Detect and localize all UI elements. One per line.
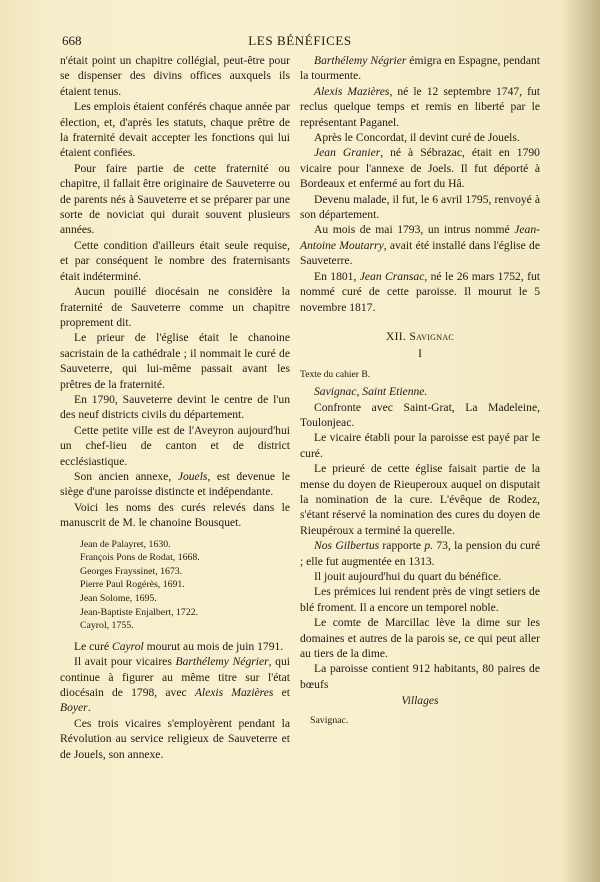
paragraph (300, 145, 540, 191)
text-run: , est devenue le siège d'une paroisse distincte et indépendante. (60, 469, 290, 499)
list-item: Jean Solome, 1695. (80, 592, 157, 604)
text-run: mourut au mois de juin 1791. (143, 639, 284, 653)
text-run: 73, la pension du curé ; elle fut augmentée en 1313. (300, 539, 540, 568)
list-item: Jean de Palayret, 1630. (80, 538, 171, 550)
paragraph: Le prieur de l'église était le chanoine sacristain de la cathédrale ; il nommait le curé de Sauveterre, qui lui-même passait avant les prêtres de la fraternité. (60, 331, 290, 391)
paragraph: Les prémices lui rendent près de vingt setiers de blé froment. Il a encore un temporel noble. (300, 585, 540, 614)
paragraph (300, 384, 540, 399)
text-run: , qui continue à figurer au même titre sur l'état diocésain de 1798, avec (60, 655, 290, 699)
paragraph: Ces trois vicaires s'employèrent pendant la Révolution au service religieux de Sauveterre et de Jouels, son annexe. (60, 716, 290, 761)
person-name: Alexis Mazières (314, 84, 390, 98)
text-run: Au mois de mai 1793, un intrus nommé (314, 223, 515, 237)
paragraph: Il jouit aujourd'hui du quart du bénéfice. (314, 570, 502, 583)
list-item: Cayrol, 1755. (80, 620, 134, 632)
paragraph: n'était point un chapitre collégial, peut-être pour se dispenser des divins offices auxquels ils étaient tenus. (60, 54, 290, 98)
text-run: En 1801, (314, 269, 360, 283)
paragraph (300, 84, 540, 130)
paragraph (60, 469, 290, 500)
paragraph (300, 53, 540, 84)
text-run: , né à Sébrazac, était en 1790 vicaire pour l'annexe de Joels. Il fut déporté à Bordeaux et enfermé au fort du Hâ. (300, 146, 540, 191)
paragraph: Voici les noms des curés relevés dans le manuscrit de M. le chanoine Bousquet. (60, 500, 290, 530)
person-name: Alexis Mazières (194, 685, 274, 699)
paragraph: Devenu malade, il fut, le 6 avril 1795, renvoyé à son département. (300, 192, 540, 222)
paragraph: Aucun pouillé diocésain ne considère la fraternité de Sauveterre comme un chapitre proprement dit. (60, 285, 290, 329)
text-run: Il avait pour vicaires (74, 655, 176, 669)
text-run: , avait été installé dans l'église de Sauveterre. (300, 238, 540, 268)
text-run: , né le 26 mars 1752, fut nommé curé de cette paroisse. Il mourut le 5 novembre 1817. (300, 269, 541, 314)
page-number: 668 (62, 33, 82, 48)
text-run: émigra en Espagne, pendant la tourmente. (300, 54, 541, 83)
right-column (300, 53, 540, 728)
person-name: Boyer (60, 701, 88, 715)
paragraph: Après le Concordat, il devint curé de Jouels. (314, 131, 520, 145)
list-item: Pierre Paul Rogérès, 1691. (80, 579, 185, 591)
list-item: Jean-Baptiste Enjalbert, 1722. (80, 606, 199, 618)
text-run: Le curé (74, 639, 112, 653)
page-ref: p. (424, 539, 434, 553)
paragraph: Pour faire partie de cette fraternité ou chapitre, il fallait être originaire de Sauveterre ou de parents nés à Sauveterre et se préparer par une sorte de noviciat qui durait souvent plusieurs années. (60, 161, 290, 237)
paragraph: Cette petite ville est de l'Aveyron aujourd'hui un chef-lieu de canton et de district ecclésiastique. (60, 423, 290, 468)
page-fold-shadow (562, 0, 600, 882)
paragraph: Le prieuré de cette église faisait partie de la mense du doyen de Rieuperoux auquel on disputait la nomination de la cure. L'évêque de Rodez, s'étant réservé la nomination des cures du doyen de Rieupéroux a terminé la querelle. (300, 462, 540, 537)
section-number: I (418, 347, 422, 361)
paragraph (60, 654, 290, 716)
person-name: Jean Granier (314, 146, 381, 160)
cure-list (80, 538, 290, 633)
paragraph (60, 639, 290, 654)
left-column (60, 53, 290, 762)
paragraph (300, 538, 540, 569)
paragraph: Le comte de Marcillac lève la dime sur les domaines et autres de la parois se, ce qui peut aller au tiers de la dime. (300, 616, 540, 661)
source-note: Texte du cahier B. (300, 368, 371, 380)
paragraph: Le vicaire établi pour la paroisse est payé par le curé. (300, 431, 540, 460)
person-name: Barthélemy Négrier (175, 655, 269, 669)
paragraph (300, 269, 540, 315)
text-run: , né le 12 septembre 1747, fut reclus quelque temps et remis en liberté par le représentant Paganel. (300, 84, 540, 129)
text-run: . (87, 701, 91, 715)
paragraph: Cette condition d'ailleurs était seule requise, et par conséquent le nombre des fraternisants était indéterminé. (60, 238, 290, 283)
place-name: Savignac, Saint Etienne. (314, 385, 428, 399)
text-run: rapporte (379, 539, 425, 553)
paragraph (300, 222, 540, 268)
section-title: XII. Savignac (385, 329, 455, 343)
person-name: Barthélemy Négrier (314, 54, 407, 67)
paragraph: Les emplois étaient conférés chaque année par élection, et, d'après les statuts, chaque prêtre de la fraternité devait accepter les fonctions qui lui étaient confiées. (60, 100, 290, 160)
villages-heading: Villages (401, 694, 439, 708)
paragraph: La paroisse contient 912 habitants, 80 paires de bœufs (300, 662, 540, 691)
paragraph: En 1790, Sauveterre devint le centre de l'un des neuf districts civils du département. (60, 392, 290, 422)
text-run: Son ancien annexe, (74, 469, 178, 483)
source-name: Nos Gilbertus (314, 539, 380, 553)
list-item: François Pons de Rodat, 1668. (80, 552, 200, 564)
text-run: et (273, 685, 290, 699)
page-header (0, 33, 600, 53)
place-name: Jouels (177, 469, 208, 483)
person-name: Cayrol (111, 639, 144, 653)
person-name: Jean Cransac (359, 269, 425, 283)
list-item: Georges Frayssinet, 1673. (80, 565, 183, 577)
paragraph: Confronte avec Saint-Grat, La Madeleine, Toulonjeac. (300, 400, 540, 429)
running-title: LES BÉNÉFICES (248, 33, 352, 48)
village-item: Savignac. (310, 714, 349, 726)
person-name: Jean-Antoine Moutarry (300, 223, 540, 252)
